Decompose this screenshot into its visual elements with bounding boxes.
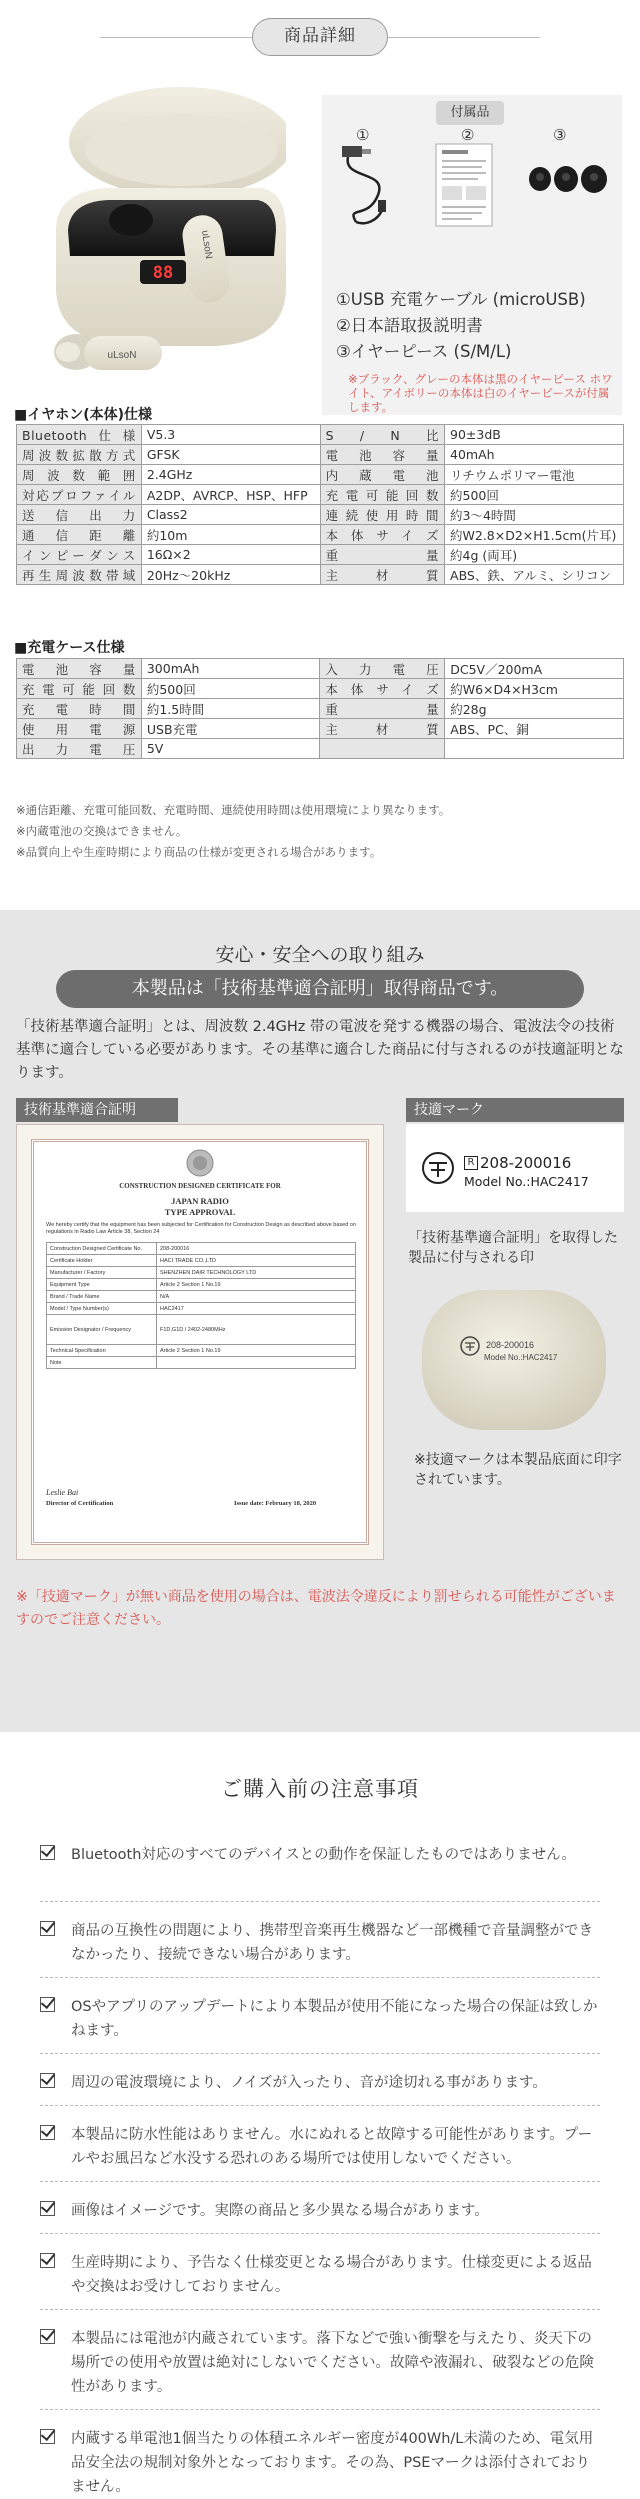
cert-field: Technical Specification [47,1345,157,1357]
spec-value: DC5V／200mA [445,659,624,679]
cert-field: Emission Designator / Frequency [47,1315,157,1345]
spec-notes [16,800,450,863]
spec-row [17,719,624,739]
spec-row [17,565,624,585]
case-bottom-photo [414,1280,614,1440]
giteki-mark-box [406,1124,624,1212]
spec-note: ※品質向上や生産時期により商品の仕様が変更される場合があります。 [16,845,382,859]
spec-row [17,739,624,759]
accessories-badge: 付属品 [436,101,504,125]
safety-title: 安心・安全への取り組み [215,944,425,966]
cert-field: Manufacturer / Factory [47,1267,157,1279]
spec-row [17,525,624,545]
spec-note: ※通信距離、充電可能回数、充電時間、連続使用時間は使用環境により異なります。 [16,803,451,817]
precaution-divider [40,2053,600,2054]
precaution-item [40,1919,600,1967]
spec-value: Class2 [141,505,320,525]
spec-label: 充電時間 [17,699,142,719]
title-divider-left [100,37,252,38]
cert-value: Article 2 Section 1 No.19 [157,1279,356,1291]
case-spec-heading: ■充電ケース仕様 [14,640,125,656]
spec-value: 300mAh [141,659,320,679]
spec-value: 5V [141,739,320,759]
cert-field: Brand / Trade Name [47,1291,157,1303]
spec-label: 通信距離 [17,525,142,545]
cert-issue-date: Issue date: February 18, 2020 [234,1500,317,1507]
spec-label: 充電可能回数 [320,485,444,505]
cert-row [47,1267,356,1279]
precaution-item [40,1995,600,2043]
section-title: 商品詳細 [252,18,388,56]
spec-value: USB充電 [141,719,320,739]
precaution-divider [40,1901,600,1902]
spec-row [17,445,624,465]
spec-label: 充電可能回数 [17,679,142,699]
svg-text:uLsoN: uLsoN [199,229,214,260]
accessory-manual: ②日本語取扱説明書 [336,316,483,335]
checkbox-icon [40,2125,55,2140]
precaution-text: OSやアプリのアップデートにより本製品が使用不能になった場合の保証は致しかねます。 [71,1999,598,2039]
spec-value: 約500回 [445,485,624,505]
spec-row [17,545,624,565]
precaution-text: 内蔵する単電池1個当たりの体積エネルギー密度が400Wh/L未満のため、電気用品安全法の規制対象外となっております。その為、PSEマークは添付されておりません。 [71,2431,594,2495]
accessory-usb-cable: ①USB 充電ケーブル (microUSB) [336,290,586,309]
precaution-divider [40,1977,600,1978]
cert-row [47,1291,356,1303]
precaution-item [40,2123,600,2171]
checkbox-icon [40,1997,55,2012]
spec-label: 周波数範囲 [17,465,142,485]
cert-row [47,1345,356,1357]
svg-text:uLsoN: uLsoN [107,350,137,361]
giteki-note: ※技適マークは本製品底面に印字されています。 [414,1452,622,1488]
spec-label: 内蔵電池 [320,465,444,485]
cert-row [47,1357,356,1369]
cert-panel-label: 技術基準適合証明 [16,1098,178,1122]
spec-label: 重量 [320,545,444,565]
spec-label: 送信出力 [17,505,142,525]
spec-value: 約4g (両耳) [445,545,624,565]
cert-table [46,1242,356,1369]
precaution-item [40,2251,600,2299]
spec-row [17,425,624,445]
spec-label: 対応プロファイル [17,485,142,505]
cert-value: Article 2 Section 1 No.19 [157,1345,356,1357]
precaution-text: 本製品には電池が内蔵されています。落下などで強い衝撃を与えたり、炎天下の場所での使用や放置は絶対にしないでください。故障や液漏れ、破裂などの危険性があります。 [71,2331,594,2395]
spec-value: 約W6×D4×H3cm [445,679,624,699]
cert-value: 208-200016 [157,1243,356,1255]
spec-value: 約1.5時間 [141,699,320,719]
cert-field: Equipment Type [47,1279,157,1291]
precaution-divider [40,2409,600,2410]
spec-label: 重量 [320,699,445,719]
cert-signer: Leslie Bai [46,1488,79,1497]
spec-label: Bluetooth仕様 [17,425,142,445]
spec-value: GFSK [141,445,320,465]
cert-value: HACI TRADE CO.,LTD [157,1255,356,1267]
spec-label: 本体サイズ [320,525,444,545]
earbuds-case-photo [36,80,286,380]
precaution-text: 画像はイメージです。実際の商品と多少異なる場合があります。 [71,2203,489,2219]
spec-value: 16Ω×2 [141,545,320,565]
checkbox-icon [40,2201,55,2216]
safety-section [0,910,640,1732]
cert-row [47,1279,356,1291]
cert-seal-icon [185,1148,215,1178]
case-spec-table [16,658,624,759]
precautions-title: ご購入前の注意事項 [221,1777,419,1801]
cert-body: We hereby certify that the equipment has been subjected for Certification for Construction Design as described above based on regulations in Radio Law Article 38, Section 24 [46,1222,356,1235]
spec-value: 約28g [445,699,624,719]
checkbox-icon [40,1845,55,1860]
spec-value: V5.3 [141,425,320,445]
spec-value: 約10m [141,525,320,545]
spec-label: 電池容量 [320,445,444,465]
spec-label: 入力電圧 [320,659,445,679]
checkbox-icon [40,2073,55,2088]
svg-text:208-200016: 208-200016 [486,1340,535,1350]
spec-label: 出力電圧 [17,739,142,759]
spec-note: ※内蔵電池の交換はできません。 [16,824,188,838]
spec-value: 20Hz～20kHz [141,565,320,585]
precaution-text: Bluetooth対応のすべてのデバイスとの動作を保証したものではありません。 [71,1847,576,1863]
accessory-ear-tips: ③イヤーピース (S/M/L) [336,342,512,361]
spec-row [17,679,624,699]
checkbox-icon [40,2253,55,2268]
spec-value: ABS、鉄、アルミ、シリコン [445,565,624,585]
spec-label: 周波数拡散方式 [17,445,142,465]
checkbox-icon [40,1921,55,1936]
precaution-item [40,2327,600,2399]
certification-banner: 本製品は「技術基準適合証明」取得商品です。 [56,970,584,1008]
cert-row [47,1255,356,1267]
certificate-document [31,1139,369,1545]
precaution-text: 周辺の電波環境により、ノイズが入ったり、音が途切れる事があります。 [71,2075,547,2091]
giteki-warning: ※「技適マーク」が無い商品を使用の場合は、電波法令違反により罰せられる可能性がございますのでご注意ください。 [16,1589,616,1628]
giteki-mark-icon [420,1150,456,1186]
cert-value: N/A [157,1291,356,1303]
spec-label: 再生周波数帯域 [17,565,142,585]
manual-icon [430,140,500,230]
cert-value: SHENZHEN DAIR TECHNOLOGY LTD [157,1267,356,1279]
precaution-item [40,1843,600,1891]
svg-text:88: 88 [152,263,174,283]
spec-value: A2DP、AVRCP、HSP、HFP [141,485,320,505]
mark-panel-label: 技適マーク [406,1098,624,1122]
spec-value: ABS、PC、銅 [445,719,624,739]
precaution-text: 本製品に防水性能はありません。水にぬれると故障する可能性があります。プールやお風呂など水没する恐れのある場所では使用しないでください。 [71,2127,593,2167]
cert-row [47,1243,356,1255]
giteki-model: Model No.:HAC2417 [464,1174,589,1189]
cert-signer-title: Director of Certification [46,1500,114,1507]
precaution-item [40,2071,600,2095]
spec-label [320,739,445,759]
cert-title: CONSTRUCTION DESIGNED CERTIFICATE FOR [119,1182,281,1190]
spec-value: 約W2.8×D2×H1.5cm(片耳) [445,525,624,545]
spec-value: 2.4GHz [141,465,320,485]
cert-value [157,1357,356,1369]
svg-text:Model No.:HAC2417: Model No.:HAC2417 [484,1353,558,1362]
precaution-text: 生産時期により、予告なく仕様変更となる場合があります。仕様変更による返品や交換はお受けしておりません。 [71,2255,592,2295]
spec-label: S / N 比 [320,425,444,445]
cert-row [47,1303,356,1315]
cert-subtitle-2: TYPE APPROVAL [164,1207,236,1217]
spec-value: 90±3dB [445,425,624,445]
spec-label: 連続使用時間 [320,505,444,525]
spec-value [445,739,624,759]
cert-value: F1D,G1D / 2402-2480MHz [157,1315,356,1345]
checkbox-icon [40,2429,55,2444]
checkbox-icon [40,2329,55,2344]
title-divider-right [388,37,540,38]
certification-intro: 「技術基準適合証明」とは、周波数 2.4GHz 帯の電波を発する機器の場合、電波法令の技術基準に適合している必要があります。その基準に適合した商品に付与されるのが技適証明となります。 [16,1019,624,1081]
cert-field: Construction Designed Certificate No. [47,1243,157,1255]
precaution-divider [40,2233,600,2234]
precaution-text: 商品の互換性の問題により、携帯型音楽再生機器など一部機種で音量調整ができなかったり、接続できない場合があります。 [71,1923,593,1963]
spec-row [17,699,624,719]
spec-value: リチウムポリマー電池 [445,465,624,485]
product-details-section [0,0,640,910]
cert-row [47,1315,356,1345]
precaution-divider [40,2181,600,2182]
precaution-item [40,2199,600,2223]
accessory-number-2: ② [461,126,475,144]
cert-subtitle-1: JAPAN RADIO [171,1196,229,1206]
ear-tips-icon [522,155,612,205]
spec-value: 40mAh [445,445,624,465]
accessories-note: ※ブラック、グレーの本体は黒のイヤーピース ホワイト、アイボリーの本体は白のイヤーピースが付属します。 [348,372,613,414]
spec-value: 約500回 [141,679,320,699]
precautions-section [0,1732,640,2495]
r-mark: R [464,1156,478,1170]
cert-field: Certificate Holder [47,1255,157,1267]
giteki-caption: 「技術基準適合証明」を取得した製品に付与される印 [408,1230,618,1266]
certificate-image [16,1124,384,1560]
spec-label: 主材質 [320,565,444,585]
spec-value: 約3～4時間 [445,505,624,525]
earphone-spec-heading: ■イヤホン(本体)仕様 [14,407,153,423]
spec-label: インピーダンス [17,545,142,565]
cert-field: Model / Type Number(s) [47,1303,157,1315]
spec-label: 電池容量 [17,659,142,679]
spec-row [17,659,624,679]
spec-row [17,485,624,505]
spec-label: 本体サイズ [320,679,445,699]
spec-row [17,465,624,485]
earphone-spec-table [16,424,624,585]
precaution-divider [40,2309,600,2310]
precaution-divider [40,2105,600,2106]
spec-row [17,505,624,525]
spec-label: 使用電源 [17,719,142,739]
spec-label: 主材質 [320,719,445,739]
accessory-number-1: ① [356,126,370,144]
giteki-code: 208-200016 [480,1154,572,1172]
cert-value: HAC2417 [157,1303,356,1315]
precaution-item [40,2427,600,2499]
cert-field: Note [47,1357,157,1369]
usb-cable-icon [338,140,398,230]
accessory-number-3: ③ [553,126,567,144]
